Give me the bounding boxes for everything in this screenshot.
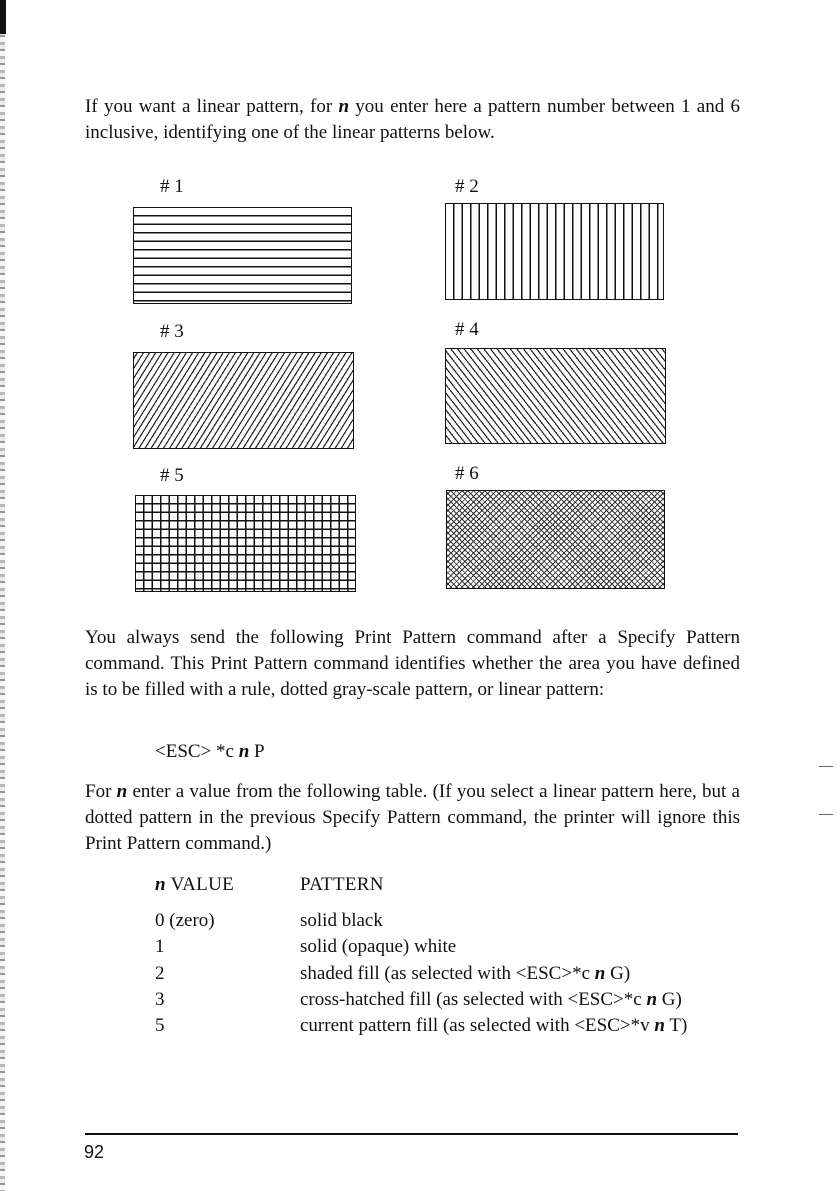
pattern-label-3: # 3 — [160, 321, 184, 342]
command-text: P — [249, 741, 265, 762]
pattern-cell — [300, 908, 383, 933]
pattern-swatch-grid — [135, 495, 356, 592]
value-cell: 2 — [155, 963, 165, 984]
pattern-label-6: # 6 — [455, 463, 479, 484]
value-cell: 3 — [155, 989, 165, 1010]
pattern-text: cross-hatched fill (as selected with <ESC>*c — [300, 989, 647, 1010]
footer-rule — [85, 1133, 738, 1135]
variable-n: n — [155, 874, 166, 895]
intro-text: you enter here a pattern number between 1 and 6 inclusive, identifying one of the linear patterns below. — [85, 96, 740, 143]
table-row — [0, 1013, 840, 1038]
pattern-label-4: # 4 — [455, 319, 479, 340]
intro-text: If you want a linear pattern, for — [85, 96, 339, 117]
table-header-value — [155, 873, 234, 897]
pattern-swatch-horizontal-lines — [133, 207, 352, 304]
variable-n: n — [646, 989, 658, 1010]
print-pattern-paragraph: You always send the following Print Pattern command after a Specify Pattern command. This Print Pattern command identifies whether the area you have defined is to be filled with a rule, dotted gray-scale pattern, or linear pattern: — [85, 627, 740, 700]
value-cell: 5 — [155, 1015, 165, 1036]
table-row — [0, 961, 840, 986]
command-syntax — [155, 739, 265, 765]
header-text: VALUE — [165, 874, 235, 895]
variable-n: n — [594, 963, 606, 984]
table-header-pattern: PATTERN — [300, 874, 384, 895]
pattern-text: G) — [657, 989, 682, 1010]
value-cell: 1 — [155, 936, 165, 957]
variable-n: n — [116, 781, 128, 802]
pattern-label-2: # 2 — [455, 176, 479, 197]
pattern-text: current pattern fill (as selected with <ESC>*v — [300, 1015, 655, 1036]
command-text: <ESC> *c — [155, 741, 239, 762]
pattern-swatch-diagonal-left — [445, 348, 666, 444]
pattern-label-1: # 1 — [160, 176, 184, 197]
value-cell: 0 (zero) — [155, 910, 215, 931]
table-row — [0, 987, 840, 1012]
pattern-swatch-diagonal-right — [133, 352, 354, 449]
table-row — [0, 934, 840, 959]
variable-n: n — [338, 96, 350, 117]
table-intro-text: For — [85, 781, 117, 802]
pattern-cell — [300, 961, 630, 986]
variable-n: n — [238, 741, 250, 762]
pattern-swatch-crosshatch — [446, 490, 665, 589]
pattern-swatch-vertical-lines — [445, 203, 664, 300]
page-number: 92 — [84, 1142, 105, 1162]
scan-binding-mark — [0, 0, 6, 34]
table-intro-paragraph — [85, 779, 740, 857]
margin-mark — [819, 766, 833, 767]
variable-n: n — [654, 1015, 665, 1036]
pattern-text: G) — [605, 963, 631, 984]
pattern-cell — [300, 1013, 687, 1038]
pattern-label-5: # 5 — [160, 465, 184, 486]
pattern-text: solid (opaque) white — [300, 936, 457, 957]
pattern-text: solid black — [300, 910, 383, 931]
pattern-text: T) — [664, 1015, 688, 1036]
table-intro-text: enter a value from the following table. (If you select a linear pattern here, but a dotted pattern in the previous Specify Pattern command, the printer will ignore this Print Pattern command.) — [85, 781, 740, 854]
pattern-cell — [300, 934, 456, 959]
intro-paragraph — [85, 94, 740, 146]
margin-mark — [819, 814, 833, 815]
pattern-cell — [300, 987, 682, 1012]
pattern-text: shaded fill (as selected with <ESC>*c — [300, 963, 595, 984]
table-row — [0, 908, 840, 933]
